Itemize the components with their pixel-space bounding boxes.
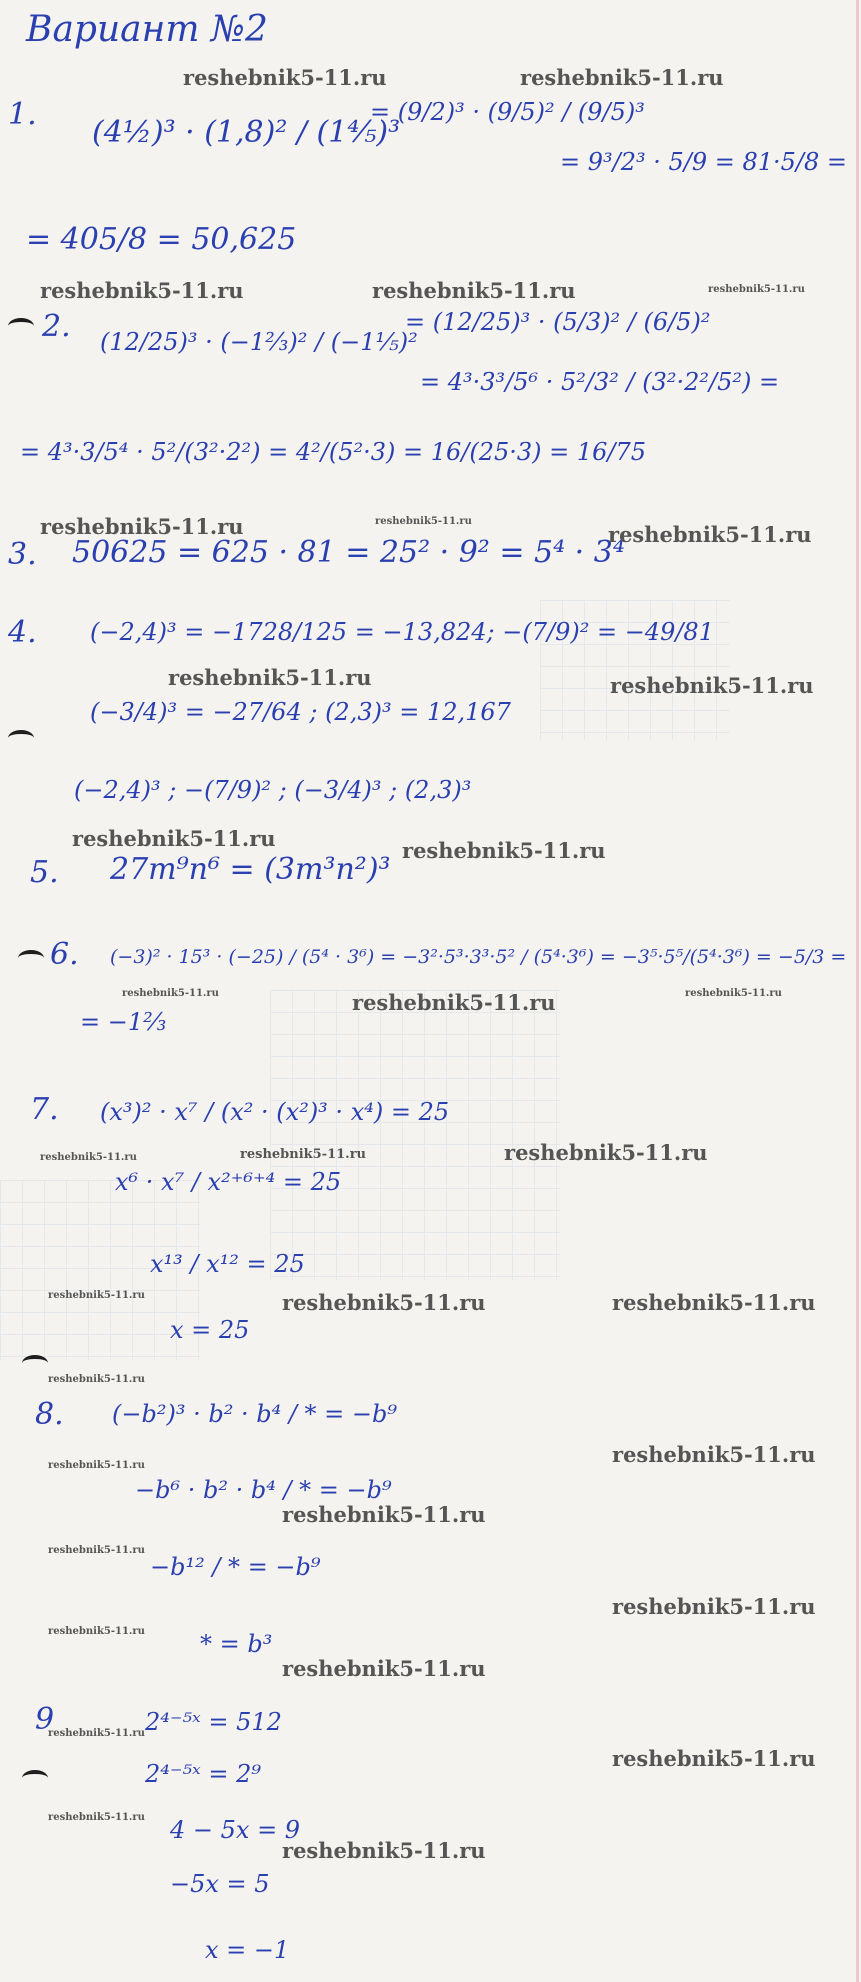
- task-5-number: 5.: [30, 855, 59, 890]
- watermark: reshebnik5-11.ru: [372, 278, 576, 303]
- task-6-line-2: = −1⅔: [80, 1008, 167, 1036]
- task-4-line-2: (−3/4)³ = −27/64 ; (2,3)³ = 12,167: [90, 698, 511, 726]
- check-mark: [8, 318, 34, 334]
- task-1-number: 1.: [8, 97, 37, 132]
- watermark: reshebnik5-11.ru: [48, 1728, 145, 1739]
- watermark: reshebnik5-11.ru: [48, 1545, 145, 1556]
- watermark: reshebnik5-11.ru: [504, 1140, 708, 1165]
- watermark: reshebnik5-11.ru: [612, 1594, 816, 1619]
- watermark: reshebnik5-11.ru: [612, 1290, 816, 1315]
- watermark: reshebnik5-11.ru: [282, 1656, 486, 1681]
- task-1-line-1c: = 9³/2³ · 5/9 = 81·5/8 =: [560, 148, 848, 176]
- watermark: reshebnik5-11.ru: [612, 1746, 816, 1771]
- watermark: reshebnik5-11.ru: [520, 65, 724, 90]
- watermark: reshebnik5-11.ru: [240, 1147, 367, 1162]
- watermark: reshebnik5-11.ru: [282, 1838, 486, 1863]
- task-1-line-1a: (4½)³ · (1,8)² / (1⅘)³: [92, 115, 401, 150]
- watermark: reshebnik5-11.ru: [48, 1626, 145, 1637]
- watermark: reshebnik5-11.ru: [685, 988, 782, 999]
- watermark: reshebnik5-11.ru: [48, 1374, 145, 1385]
- check-mark: [22, 1355, 48, 1371]
- watermark: reshebnik5-11.ru: [40, 278, 244, 303]
- task-2-line-1a: (12/25)³ · (−1⅔)² / (−1⅕)²: [100, 328, 418, 356]
- watermark: reshebnik5-11.ru: [48, 1460, 145, 1471]
- task-4-line-3: (−2,4)³ ; −(7/9)² ; (−3/4)³ ; (2,3)³: [74, 776, 472, 804]
- task-8-line-1: (−b²)³ · b² · b⁴ / * = −b⁹: [112, 1400, 397, 1428]
- watermark: reshebnik5-11.ru: [608, 522, 812, 547]
- graph-paper-patch: [270, 990, 560, 1280]
- task-4-line-1: (−2,4)³ = −1728/125 = −13,824; −(7/9)² = −49/81: [90, 618, 714, 646]
- variant-title: Вариант №2: [26, 9, 268, 50]
- task-5-line-1: 27m⁹n⁶ = (3m³n²)³: [110, 852, 391, 887]
- watermark: reshebnik5-11.ru: [183, 65, 387, 90]
- watermark: reshebnik5-11.ru: [48, 1812, 145, 1823]
- check-mark: [18, 950, 44, 966]
- watermark: reshebnik5-11.ru: [48, 1290, 145, 1301]
- task-2-line-2: = 4³·3/5⁴ · 5²/(3²·2²) = 4²/(5²·3) = 16/(25·3) = 16/75: [20, 438, 647, 466]
- task-6-line-1: (−3)² · 15³ · (−25) / (5⁴ · 3⁶) = −3²·5³·3³·5² / (5⁴·3⁶) = −3⁵·5⁵/(5⁴·3⁶) = −5/3 =: [110, 946, 847, 968]
- watermark: reshebnik5-11.ru: [282, 1502, 486, 1527]
- task-9-line-5: x = −1: [205, 1936, 290, 1964]
- watermark: reshebnik5-11.ru: [72, 826, 276, 851]
- task-4-number: 4.: [8, 615, 37, 650]
- page-margin-line: [856, 0, 859, 1982]
- watermark: reshebnik5-11.ru: [40, 1152, 137, 1163]
- task-7-line-1: (x³)² · x⁷ / (x² · (x²)³ · x⁴) = 25: [100, 1098, 450, 1126]
- watermark: reshebnik5-11.ru: [610, 673, 814, 698]
- task-9-line-3: 4 − 5x = 9: [170, 1816, 301, 1844]
- watermark: reshebnik5-11.ru: [402, 838, 606, 863]
- task-8-line-2: −b⁶ · b² · b⁴ / * = −b⁹: [135, 1476, 392, 1504]
- task-3-line-1: 50625 = 625 · 81 = 25² · 9² = 5⁴ · 3⁴: [72, 535, 625, 570]
- task-1-line-2: = 405/8 = 50,625: [26, 222, 297, 257]
- watermark: reshebnik5-11.ru: [375, 516, 472, 527]
- task-6-number: 6.: [50, 937, 79, 972]
- watermark: reshebnik5-11.ru: [612, 1442, 816, 1467]
- task-2-line-1b: = (12/25)³ · (5/3)² / (6/5)²: [405, 308, 711, 336]
- task-9-line-4: −5x = 5: [170, 1870, 270, 1898]
- task-1-line-1b: = (9/2)³ · (9/5)² / (9/5)³: [370, 98, 645, 126]
- watermark: reshebnik5-11.ru: [708, 284, 805, 295]
- check-mark: [22, 1770, 48, 1786]
- task-2-number: 2.: [42, 309, 71, 344]
- task-7-line-4: x = 25: [170, 1316, 250, 1344]
- task-7-line-2: x⁶ · x⁷ / x²⁺⁶⁺⁴ = 25: [115, 1168, 342, 1196]
- task-9-number: 9: [35, 1702, 55, 1737]
- task-7-number: 7.: [30, 1092, 59, 1127]
- task-9-line-2: 2⁴⁻⁵ˣ = 2⁹: [145, 1760, 261, 1788]
- watermark: reshebnik5-11.ru: [122, 988, 219, 999]
- task-3-number: 3.: [8, 537, 37, 572]
- task-8-number: 8.: [35, 1397, 64, 1432]
- check-mark: [8, 730, 34, 746]
- task-8-line-4: * = b³: [200, 1630, 273, 1658]
- watermark: reshebnik5-11.ru: [168, 665, 372, 690]
- task-8-line-3: −b¹² / * = −b⁹: [150, 1553, 321, 1581]
- watermark: reshebnik5-11.ru: [352, 990, 556, 1015]
- task-2-line-1c: = 4³·3³/5⁶ · 5²/3² / (3²·2²/5²) =: [420, 368, 780, 396]
- task-7-line-3: x¹³ / x¹² = 25: [150, 1250, 305, 1278]
- task-9-line-1: 2⁴⁻⁵ˣ = 512: [145, 1708, 282, 1736]
- watermark: reshebnik5-11.ru: [282, 1290, 486, 1315]
- watermark: reshebnik5-11.ru: [40, 514, 244, 539]
